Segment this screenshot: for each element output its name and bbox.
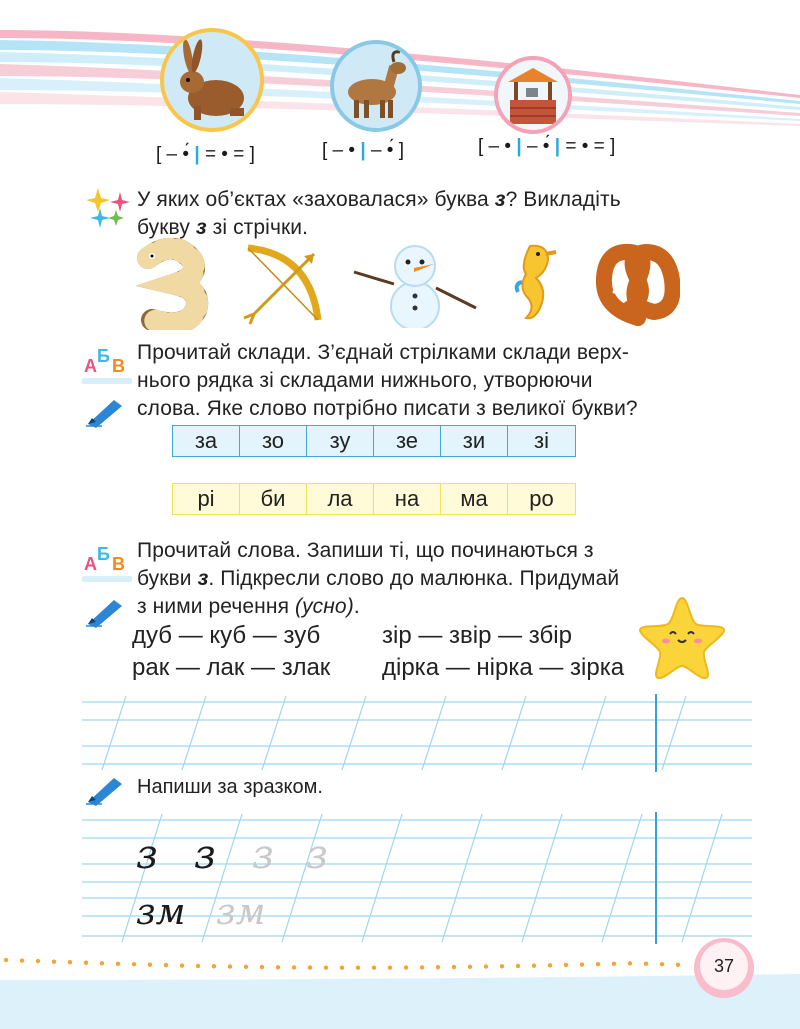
pretzel-picture xyxy=(596,240,680,326)
footer-dot xyxy=(180,963,184,967)
footer-dot xyxy=(68,960,72,964)
top-syllable-cell: зи xyxy=(441,426,508,456)
footer-dot xyxy=(548,963,552,967)
footer-dot xyxy=(340,966,344,970)
bottom-syllable-cell: рі xyxy=(173,484,240,514)
footer-dot xyxy=(420,965,424,969)
footer-dot xyxy=(164,963,168,967)
footer-dot xyxy=(532,963,536,967)
goat-picture xyxy=(330,40,422,132)
bottom-syllable-cell: би xyxy=(240,484,307,514)
bottom-syllable-cell: ла xyxy=(307,484,374,514)
task1-instruction: У яких об’єктах «заховалася» буква з? Викладіть букву з зі стрічки. xyxy=(137,188,621,239)
footer-dot xyxy=(292,965,296,969)
footer-dot xyxy=(260,965,264,969)
footer-dot xyxy=(324,965,328,969)
word-chain-right-1: зір — звір — збір xyxy=(382,622,572,649)
footer-dot xyxy=(356,966,360,970)
footer-dot xyxy=(484,964,488,968)
top-syllables-row xyxy=(172,425,576,457)
bottom-syllable-cell: ма xyxy=(441,484,508,514)
footer-dot xyxy=(388,965,392,969)
writing-lines-1 xyxy=(82,694,752,772)
page-number: 37 xyxy=(700,942,748,990)
top-syllable-cell: зе xyxy=(374,426,441,456)
hare-picture xyxy=(160,28,264,132)
top-syllable-cell: зі xyxy=(534,428,549,453)
footer-dot xyxy=(660,962,664,966)
goat-icon xyxy=(334,44,418,128)
handwriting-trace-syllable: зм xyxy=(216,892,266,933)
snowman-picture xyxy=(352,236,478,328)
footer-dot xyxy=(372,966,376,970)
page-number-badge xyxy=(694,938,754,998)
well-picture xyxy=(494,56,572,134)
footer-dot xyxy=(676,963,680,967)
word-chain-right-2: дірка — нірка — зірка xyxy=(382,654,625,681)
goat-sound-scheme: [ – • | – •́ ] xyxy=(322,140,405,161)
seahorse-picture xyxy=(508,238,558,328)
bottom-syllables-row xyxy=(172,483,576,515)
bow-and-arrow-picture xyxy=(240,242,326,328)
footer-dot xyxy=(244,965,248,969)
footer-dot xyxy=(580,962,584,966)
footer-decoration xyxy=(0,940,800,1029)
footer-dot xyxy=(228,964,232,968)
abv-badge-icon: А Б В xyxy=(82,544,134,584)
footer-dot xyxy=(276,965,280,969)
word-chain-left-2: рак — лак — злак xyxy=(132,654,331,681)
well-icon xyxy=(498,60,568,130)
footer-dot xyxy=(100,961,104,965)
footer-dot xyxy=(436,965,440,969)
footer-dot xyxy=(468,965,472,969)
star-mascot-icon xyxy=(636,594,728,680)
hare-icon xyxy=(164,32,260,128)
footer-dot xyxy=(644,961,648,965)
footer-dot xyxy=(84,961,88,965)
footer-dot xyxy=(612,962,616,966)
footer-dot xyxy=(4,958,8,962)
handwriting-sample-syllable: зм xyxy=(136,892,186,933)
sparkle-stars-icon xyxy=(86,186,134,230)
footer-dot xyxy=(564,963,568,967)
handwriting-trace-letter: з xyxy=(252,832,274,878)
footer-dot xyxy=(148,963,152,967)
task4-instruction: Напиши за зразком. xyxy=(137,776,323,798)
pen-icon xyxy=(84,594,126,628)
pen-icon xyxy=(84,772,126,806)
handwriting-sample-letter: з xyxy=(194,832,216,878)
handwriting-trace-letter: з xyxy=(306,832,328,878)
top-syllable-cell: зо xyxy=(240,426,307,456)
bottom-syllable-cell: на xyxy=(374,484,441,514)
word-chain-left-1: дуб — куб — зуб xyxy=(132,622,321,649)
task2-instruction: Прочитай склади. З’єднай стрілками склади верх- нього рядка зі складами нижнього, утворюючи слова. Яке слово потрібно писати з великої букви? xyxy=(137,341,638,420)
footer-dot xyxy=(132,962,136,966)
footer-dot xyxy=(308,965,312,969)
snake-picture xyxy=(134,238,210,330)
footer-dot xyxy=(196,964,200,968)
top-syllable-cell: зу xyxy=(307,426,374,456)
footer-dot xyxy=(516,964,520,968)
footer-dot xyxy=(36,959,40,963)
footer-dot xyxy=(404,965,408,969)
footer-dot xyxy=(212,964,216,968)
task3-instruction: Прочитай слова. Запиши ті, що починаються з букви з. Підкресли слово до малюнка. Придумай з ними речення (усно). xyxy=(137,539,620,618)
bottom-syllable-cell: ро xyxy=(529,486,554,511)
footer-dot xyxy=(52,959,56,963)
footer-dot xyxy=(452,965,456,969)
footer-dot xyxy=(20,958,24,962)
footer-dot xyxy=(628,961,632,965)
footer-dot xyxy=(500,964,504,968)
well-sound-scheme: [ – • | – •́ | = • = ] xyxy=(478,136,616,157)
footer-dot xyxy=(596,962,600,966)
footer-dot xyxy=(116,962,120,966)
top-syllable-cell: за xyxy=(173,426,240,456)
pen-icon xyxy=(84,394,126,428)
abv-badge-icon: А Б В xyxy=(82,346,134,386)
handwriting-sample-letter: з xyxy=(136,832,158,878)
hare-sound-scheme: [ – •́ | = • = ] xyxy=(156,144,255,165)
